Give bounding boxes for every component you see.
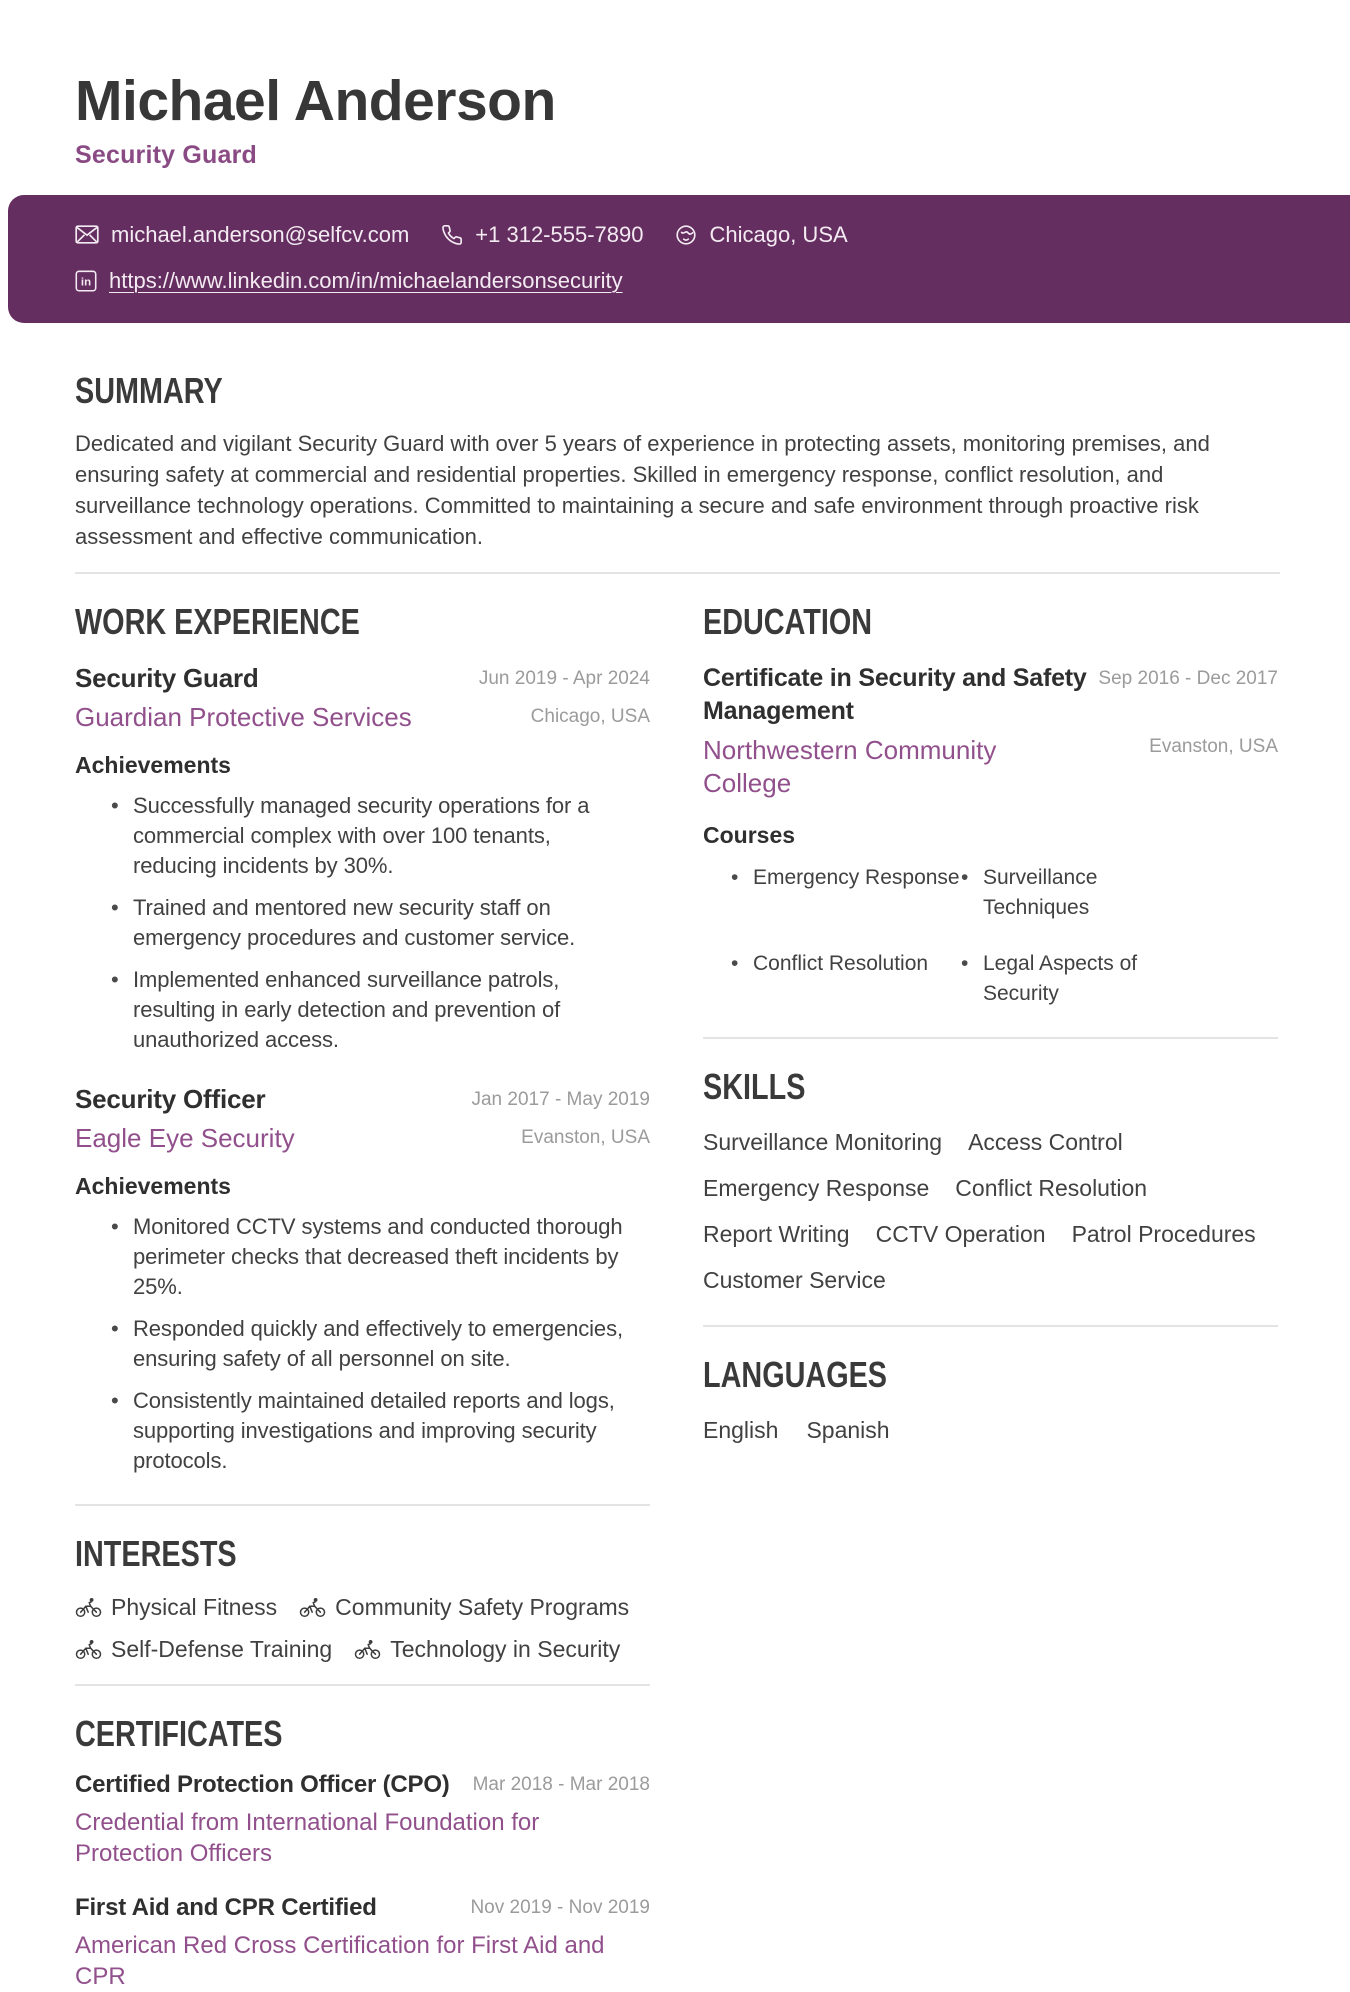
content-columns xyxy=(75,574,1280,1992)
achievements-label: Achievements xyxy=(75,751,231,778)
work-entry-company: Eagle Eye Security xyxy=(75,1122,295,1153)
interests-list xyxy=(75,1592,650,1664)
achievement-item: • Monitored CCTV systems and conducted thorough perimeter checks that decreased theft incidents by 25%. xyxy=(133,1212,637,1302)
achievement-item: • Implemented enhanced surveillance patrols, resulting in early detection and prevention of unauthorized access. xyxy=(133,965,637,1055)
work-entry-title: Security Officer xyxy=(75,1083,266,1114)
summary-heading: SUMMARY xyxy=(75,369,223,411)
work-entry-location: Chicago, USA xyxy=(530,705,650,727)
skill-item: Emergency Response xyxy=(703,1175,930,1201)
cyclist-icon xyxy=(354,1639,381,1660)
work-heading: WORK EXPERIENCE xyxy=(75,601,360,643)
globe-icon xyxy=(675,224,697,246)
courses-label: Courses xyxy=(703,821,796,848)
achievements-list xyxy=(75,1212,650,1476)
education-dates: Sep 2016 - Dec 2017 xyxy=(1098,667,1278,689)
languages-heading: LANGUAGES xyxy=(703,1354,888,1395)
divider xyxy=(703,1037,1278,1039)
certificate-entry xyxy=(75,1891,650,1992)
languages-list xyxy=(703,1415,1278,1445)
work-entry-title: Security Guard xyxy=(75,662,259,693)
education-school: Northwestern Community College xyxy=(703,734,997,798)
interest-label: Community Safety Programs xyxy=(335,1594,630,1620)
contact-phone xyxy=(441,222,643,248)
achievement-item: • Trained and mentored new security staff on emergency procedures and customer service. xyxy=(133,893,637,953)
achievement-item: • Successfully managed security operations for a commercial complex with over 100 tenants, reducing incidents by 30%. xyxy=(133,791,637,881)
skill-item: Access Control xyxy=(968,1129,1123,1155)
education-head xyxy=(703,662,1278,800)
work-entry-dates: Jan 2017 - May 2019 xyxy=(471,1088,650,1110)
education-right xyxy=(1098,662,1278,800)
certificate-entry xyxy=(75,1768,650,1869)
certificate-description: Credential from International Foundation for Protection Officers xyxy=(75,1809,540,1868)
contact-phone-text: +1 312-555-7890 xyxy=(475,221,644,247)
achievements-label: Achievements xyxy=(75,1172,231,1199)
education-degree: Certificate in Security and Safety Management xyxy=(703,663,1087,725)
phone-icon xyxy=(441,224,463,246)
work-entry-right xyxy=(470,1083,650,1155)
language-item: Spanish xyxy=(806,1417,890,1444)
achievement-item: • Consistently maintained detailed reports and logs, supporting investigations and improving security protocols. xyxy=(133,1386,637,1476)
cyclist-icon xyxy=(75,1597,102,1618)
left-column xyxy=(75,574,650,1992)
skill-item: Report Writing xyxy=(703,1221,850,1247)
work-entry xyxy=(75,1083,650,1476)
cyclist-icon xyxy=(299,1597,326,1618)
course-item: • Conflict Resolution xyxy=(731,949,961,1009)
certificate-head xyxy=(75,1891,650,1924)
interest-item xyxy=(75,1592,277,1622)
skill-item: Patrol Procedures xyxy=(1071,1221,1256,1247)
certificates-heading: CERTIFICATES xyxy=(75,1713,283,1754)
skill-item: CCTV Operation xyxy=(875,1221,1046,1247)
certificate-dates: Mar 2018 - Mar 2018 xyxy=(472,1774,650,1796)
divider xyxy=(75,1504,650,1506)
course-item: • Legal Aspects of Security xyxy=(961,949,1191,1009)
contact-location-text: Chicago, USA xyxy=(709,221,848,247)
interests-heading: INTERESTS xyxy=(75,1532,237,1574)
work-entry xyxy=(75,662,650,1055)
contact-bar xyxy=(8,195,1350,323)
education-entry xyxy=(703,662,1278,1009)
work-entry-head xyxy=(75,1083,650,1155)
certificate-dates: Nov 2019 - Nov 2019 xyxy=(470,1897,650,1919)
achievement-item: • Responded quickly and effectively to emergencies, ensuring safety of all personnel on site. xyxy=(133,1314,637,1374)
person-name: Michael Anderson xyxy=(75,69,556,133)
work-entry-left xyxy=(75,662,462,734)
svg-text:in: in xyxy=(80,276,92,289)
linkedin-icon xyxy=(75,270,97,292)
interest-label: Technology in Security xyxy=(390,1636,621,1662)
contact-row-secondary xyxy=(75,268,1310,294)
certificate-title: First Aid and CPR Certified xyxy=(75,1894,377,1922)
divider xyxy=(75,1684,650,1686)
skills-list xyxy=(703,1127,1278,1295)
certificate-description: American Red Cross Certification for First Aid and CPR xyxy=(75,1932,605,1991)
course-item: • Surveillance Techniques xyxy=(961,863,1191,923)
certificate-right xyxy=(470,1891,650,1924)
skill-item: Surveillance Monitoring xyxy=(703,1129,943,1155)
interest-label: Physical Fitness xyxy=(111,1594,278,1620)
work-entry-location: Evanston, USA xyxy=(521,1126,650,1148)
contact-email[interactable] xyxy=(75,222,409,248)
work-entry-left xyxy=(75,1083,462,1155)
skills-heading: SKILLS xyxy=(703,1065,806,1107)
skill-item: Conflict Resolution xyxy=(955,1175,1148,1201)
certificate-title: Certified Protection Officer (CPO) xyxy=(75,1771,450,1799)
achievements-list xyxy=(75,791,650,1055)
education-left xyxy=(703,662,1090,800)
course-item: • Emergency Response xyxy=(731,863,961,923)
interest-item xyxy=(75,1634,332,1664)
work-entry-right xyxy=(470,662,650,734)
summary-text: Dedicated and vigilant Security Guard with over 5 years of experience in protecting assets, monitoring premises, and ensuring safety at commercial and residential properties. Skilled in emergency response, conflict resolution, and surveillance technology operations. Committed to maintaining a secure and safe environment through proactive risk assessment and effective communication. xyxy=(75,431,1210,550)
contact-linkedin[interactable] xyxy=(75,268,623,294)
courses-list xyxy=(703,863,1278,1009)
certificate-right xyxy=(473,1768,650,1801)
contact-row-primary xyxy=(75,222,1310,248)
right-column xyxy=(703,574,1278,1992)
education-location: Evanston, USA xyxy=(1149,735,1278,757)
language-item: English xyxy=(703,1417,779,1444)
education-heading: EDUCATION xyxy=(703,601,873,643)
divider xyxy=(703,1325,1278,1327)
cyclist-icon xyxy=(75,1639,102,1660)
skill-item: Customer Service xyxy=(703,1267,886,1293)
summary-section xyxy=(75,370,1280,574)
certificate-left xyxy=(75,1768,465,1801)
interest-item xyxy=(299,1592,629,1622)
interest-label: Self-Defense Training xyxy=(111,1636,333,1662)
certificate-left xyxy=(75,1891,462,1924)
certificate-head xyxy=(75,1768,650,1801)
job-title: Security Guard xyxy=(75,140,258,169)
work-entry-head xyxy=(75,662,650,734)
contact-email-text: michael.anderson@selfcv.com xyxy=(111,221,410,247)
work-entry-company: Guardian Protective Services xyxy=(75,701,412,732)
resume-header xyxy=(75,70,1280,170)
linkedin-link[interactable]: https://www.linkedin.com/in/michaelandersonsecurity xyxy=(109,267,623,293)
contact-location xyxy=(675,222,847,248)
interest-item xyxy=(354,1634,620,1664)
work-entry-dates: Jun 2019 - Apr 2024 xyxy=(478,667,650,689)
email-icon xyxy=(75,225,99,244)
